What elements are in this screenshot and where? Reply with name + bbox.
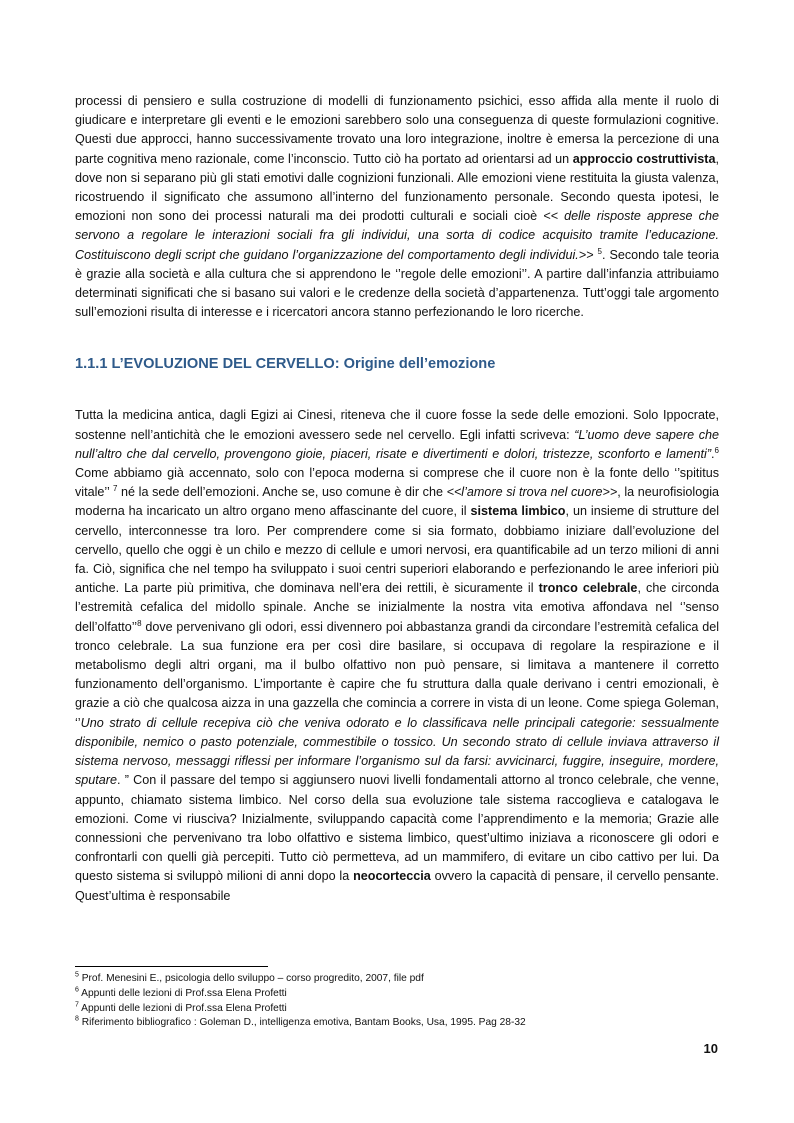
text-run: processi di pensiero e sulla costruzione di modelli di funzionamento psichici, esso affida alla mente il ruolo di giudicare e interpretare gli eventi e le emozioni sarebbero solo una conseguenza di queste formulazioni cognitive. Questi due approcci, hanno successivamente trovato una loro integrazione, inoltre è emersa la percezione di una parte cognitiva meno razionale, come l’inconscio. Tutto ciò ha portato ad orientarsi ad un [75,94,719,166]
text-run: , dove non si separano più gli stati emotivi dalle cognizioni funzionali. Alle emozioni viene restituita la giusta valenza, ricostruendo il significato che assumono all’interno del funzionamento personale. Secondo questa ipotesi, le emozioni non sono dei processi naturali ma dei prodotti culturali e sociali cioè [75,151,719,224]
text-run: , che circonda l’estremità cefalica del midollo spinale. Anche se inizialmente la nostra vita emotiva affondava nel ‘’senso dell’olfatto’’ [75,581,720,634]
bold-term: sistema limbico [470,504,566,519]
text-run: , la neurofisiologia moderna ha incaricato un altro organo meno affascinante del cuore, il [75,485,720,519]
footnotes [75,972,719,1031]
italic-quote: <<l’amore si trova nel cuore>> [446,485,618,500]
text-run: . Secondo tale teoria è grazie alla società e alla cultura che si apprendono le ‘’regole delle emozioni’’. A partire dall’infanzia attribuiamo determinati significati che si basano sui valori e le credenze della società d’appartenenza. Tutt’oggi tale argomento sull’emozioni risulta di interesse e i ricercatori ancora stanno perfezionando le loro ricerche. [75,247,719,320]
text-run: Come abbiamo già accennato, solo con l’epoca moderna si comprese che il cuore non è la fonte dello ‘’spititus vitale’’ [75,466,719,500]
bold-term: tronco celebrale [538,581,638,596]
italic-quote: Uno strato di cellule recepiva ciò che veniva odorato e lo classificava nelle principali categorie: sessualmente disponibile, nemico o pasto potenziale, commestibile o tossico. Un secondo strato di cellule inviava attraverso il sistema nervoso, messaggi riflessi per informare l’organismo sul da farsi: avvicinarci, fuggire, inseguire, mordere, sputare [75,715,719,788]
text-run: . [711,446,715,461]
footnote: $^6$ Appunti delle lezioni di Prof.ssa Elena Profetti [75,986,287,999]
text-run: . ” Con il passare del tempo si aggiunsero nuovi livelli fondamentali attorno al tronco celebrale, che venne, appunto, chiamato sistema limbico. Nel corso della sua evoluzione tale sistema raccoglieva e catalogava le emozioni. Come vi riusciva? Inizialmente, sviluppando capacità come l’apprendimento e la memoria; Grazie alle connessioni che pervenivano tra lobo olfattivo e sistema limbico, quest’ultimo iniziava a riconoscere gli odori e confrontarli con quelli già percepiti. Tutto ciò permetteva, ad un mammifero, di evitare un cibo cattivo per lui. Da questo sistema si sviluppò milioni di anni dopo la [75,773,719,884]
footnote: $^5$ Prof. Menesini E., psicologia dello sviluppo – corso progredito, 2007, file pdf [75,971,424,984]
text-run: , un insieme di strutture del cervello, interconnesse tra loro. Per comprendere come si sia formato, dobbiamo iniziare dall’evoluzione del cervello, quello che oggi è un chilo e mezzo di cellule e umori nervosi, era quantificabile ad un terzo milioni di anni fa. Ciò, significa che nel tempo ha sviluppato i suoi centri superiori elaborando e perfezionando le aree inferiori più antiche. La parte più primitiva, che dominava nell’era dei rettili, è sicuramente il [75,504,719,596]
paragraph-evolution [75,406,719,905]
page-number: 10 [703,1041,718,1056]
bold-term: approccio costruttivista [572,151,716,166]
footnote-ref: 6 [714,445,719,455]
paragraph-intro [75,92,719,322]
footnote-separator [75,966,268,967]
text-run: ovvero la capacità di pensare, il cervello pensante. Quest’ultima è responsabile [75,869,719,903]
text-run: dove pervenivano gli odori, essi divennero poi abbastanza grandi da circondare l’estremità cefalica del tronco celebrale. La sua funzione era per così dire basilare, si occupava di regolare la respirazione e il metabolismo degli altri organi, ma il bulbo olfattivo non può pensare, si limitava a mantenere il corretto funzionamento dell’organismo. L’importante è capire che fu struttura dalla quale derivano i centri emozionali, è grazie a ciò che qualcosa aizza in una gazzella che comincia a correre in vista di un leone. Come spiega Goleman, ‘’ [75,619,719,730]
footnote: $^7$ Appunti delle lezioni di Prof.ssa Elena Profetti [75,1001,287,1014]
footnote-ref: 7 [112,484,118,494]
italic-quote: “L’uomo deve sapere che null’altro che dal cervello, provengono gioie, piaceri, risate e divertimenti e dolori, tristezze, sconforto e lamenti” [75,427,720,461]
italic-quote: << delle risposte apprese che servono a regolare le interazioni sociali fra gli individui, una sorta di codice acquisito tramite l’educazione. Costituiscono degli script che guidano l’organizzazione del comportamento degli individui.>> [75,209,719,262]
footnote: $^8$ Riferimento bibliografico : Goleman D., intelligenza emotiva, Bantam Books, Usa, 1995. Pag 28-32 [75,1016,526,1029]
bold-term: neocorteccia [353,869,431,884]
footnote-ref: 8 [137,618,142,628]
document-body [75,92,719,906]
text-run: Tutta la medicina antica, dagli Egizi ai Cinesi, riteneva che il cuore fosse la sede delle emozioni. Solo Ippocrate, sostenne nell’antichità che le emozioni avessero sede nel cervello. Egli infatti scriveva: [75,408,719,442]
footnote-ref: 5 [597,246,602,256]
text-run: né la sede dell’emozioni. Anche se, uso comune è dir che [117,485,447,500]
section-heading: 1.1.1 L’EVOLUZIONE DEL CERVELLO: Origine dell’emozione [75,356,496,373]
